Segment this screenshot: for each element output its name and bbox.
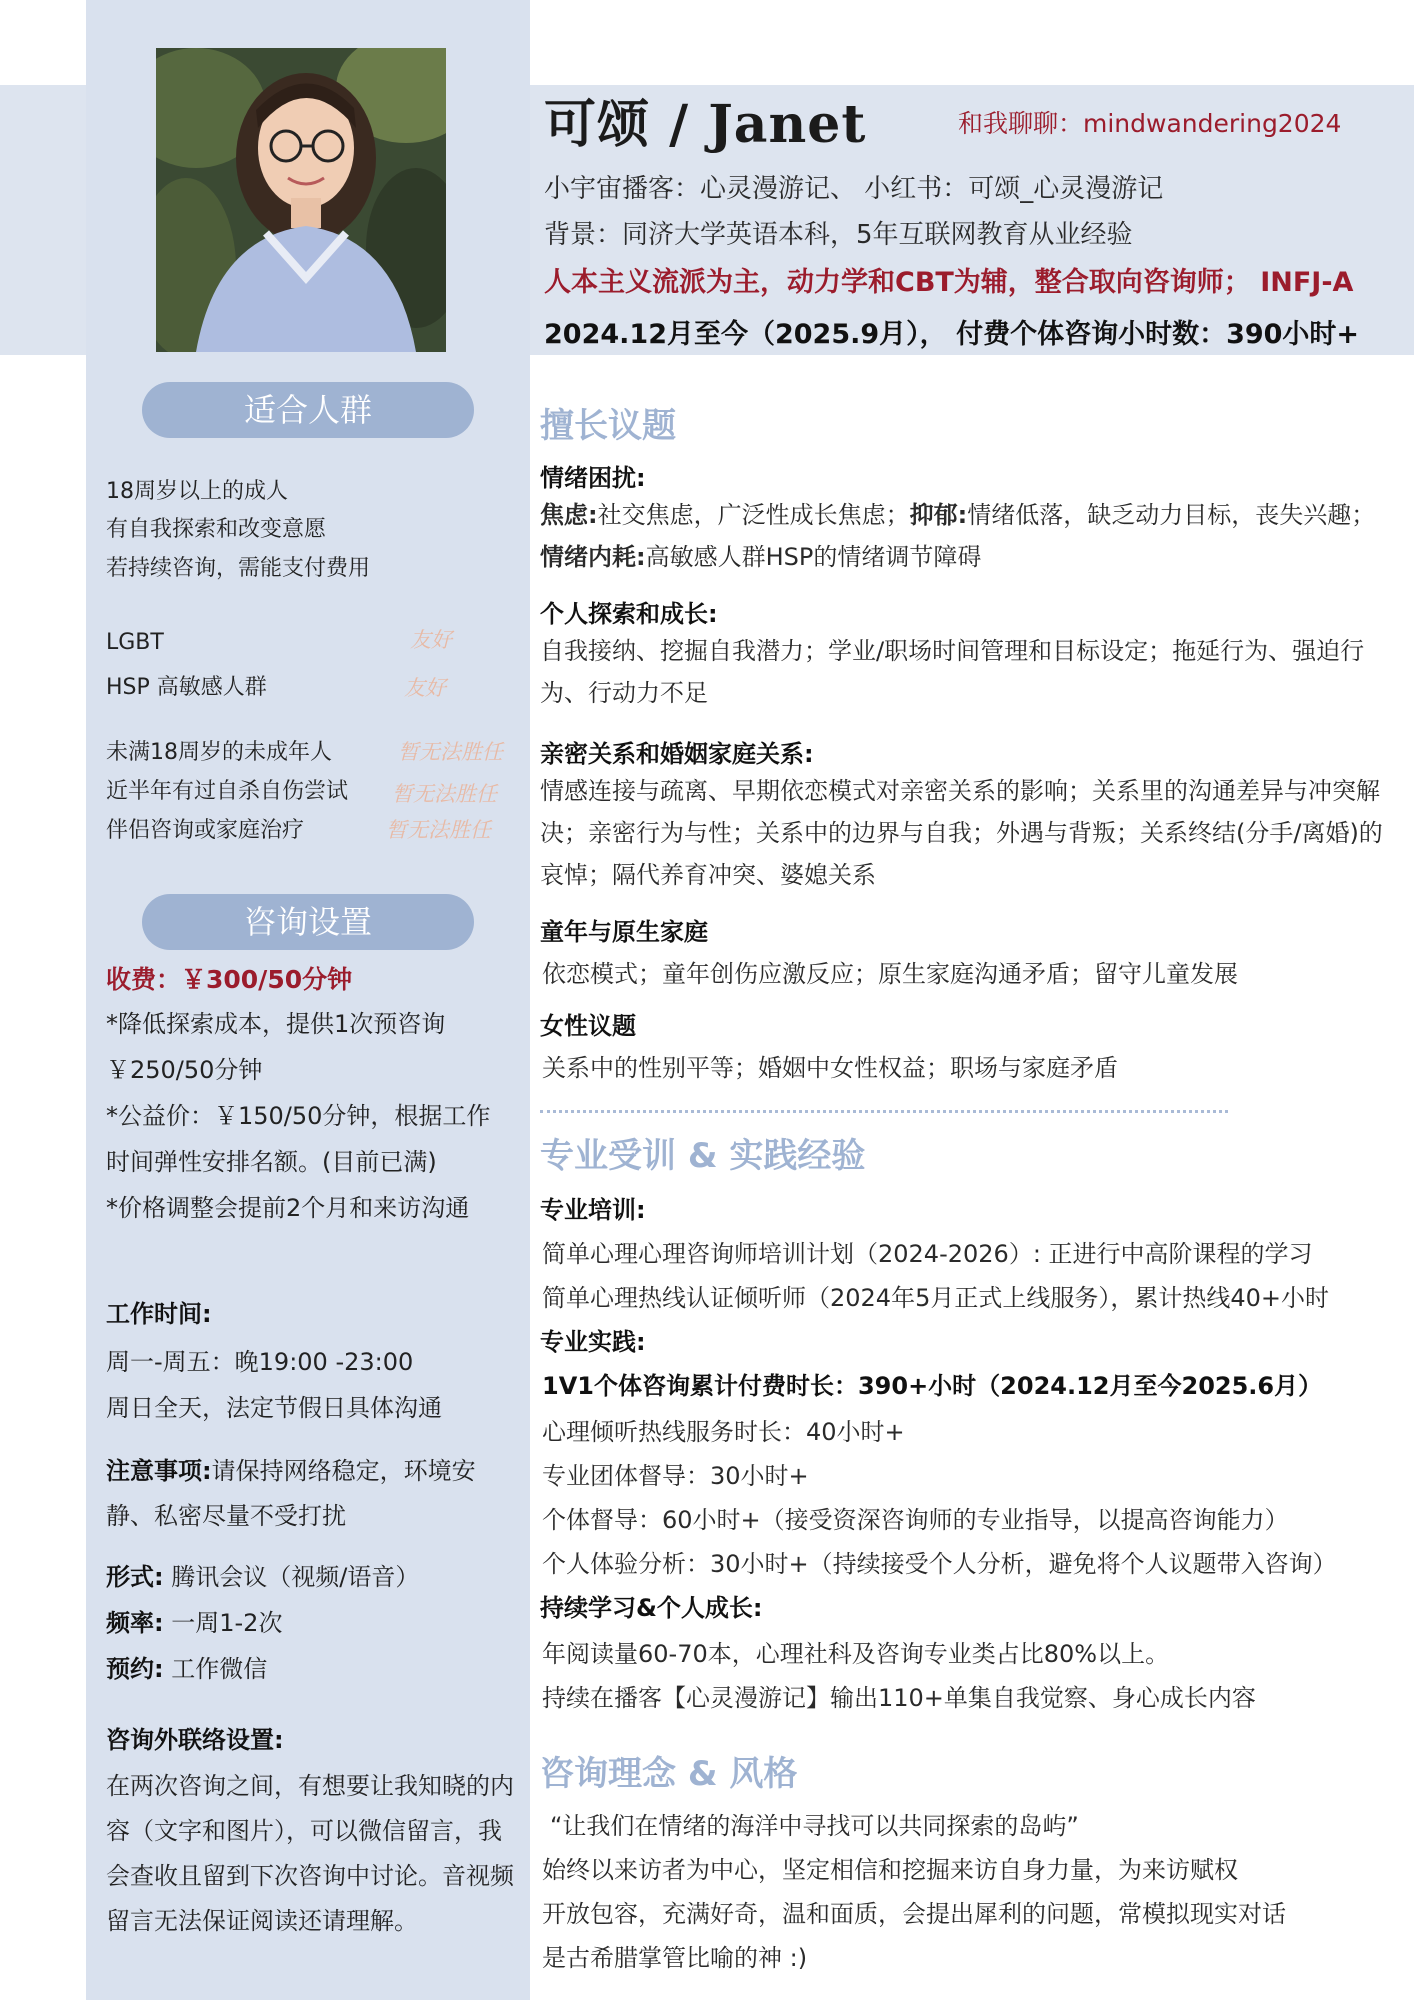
emotion-text [540,494,1390,578]
women-text: 关系中的性别平等；婚姻中女性权益；职场与家庭矛盾 [542,1054,1118,1082]
training-item: 简单心理热线认证倾听师（2024年5月正式上线服务），累计热线40+小时 [542,1284,1329,1312]
growth-heading: 个人探索和成长: [540,600,718,628]
learning-item: 持续在播客【心灵漫游记】输出110+单集自我觉察、身心成长内容 [542,1684,1256,1712]
philosophy-quote: “让我们在情绪的海洋中寻找可以共同探索的岛屿” [550,1812,1079,1840]
friendly-tag: 友好 [404,676,446,700]
inner-text: 高敏感人群HSP的情绪调节障碍 [645,543,982,571]
suitable-item: 18周岁以上的成人 [106,479,288,504]
section-divider [540,1110,1228,1113]
outside-text: 在两次咨询之间，有想要让我知晓的内容（文字和图片），可以微信留言，我会查收且留到下次咨询中讨论。音视频留言无法保证阅读还请理解。 [106,1772,514,1935]
practice-bold-line: 1V1个体咨询累计付费时长：390+小时（2024.12月至今2025.6月） [542,1372,1323,1400]
booking-label: 预约: [106,1655,164,1683]
work-time-label: 工作时间: [106,1300,212,1328]
anxiety-label: 焦虑: [540,501,598,529]
practice-heading: 专业实践: [540,1328,646,1356]
suitable-item: 有自我探索和改变意愿 [106,517,327,542]
fee-note: ￥250/50分钟 [106,1056,263,1084]
unable-label: 未满18周岁的未成年人 [106,740,332,765]
philosophy-line: 始终以来访者为中心，坚定相信和挖掘来访自身力量，为来访赋权 [542,1856,1238,1884]
unable-tag: 暂无法胜任 [386,818,491,842]
practice-item: 个人体验分析：30小时+（持续接受个人分析，避免将个人议题带入咨询） [542,1550,1337,1578]
philosophy-line: 是古希腊掌管比喻的神 :) [542,1944,808,1972]
learning-heading: 持续学习&个人成长: [540,1594,763,1622]
training-heading: 专业培训: [540,1196,646,1224]
fee-note: *价格调整会提前2个月和来访沟通 [106,1194,470,1222]
person-name: 可颂 / Janet [544,94,867,155]
topics-section-title: 擅长议题 [540,406,676,446]
suitable-item: 若持续咨询，需能支付费用 [106,556,371,581]
outside-label: 咨询外联络设置: [106,1726,284,1754]
childhood-heading: 童年与原生家庭 [540,918,708,946]
freq-value: 一周1-2次 [171,1609,283,1637]
training-section-title: 专业受训 & 实践经验 [540,1136,866,1176]
notes-text: 请保持网络稳定，环境安静、私密尽量不受打扰 [106,1457,476,1530]
childhood-text: 依恋模式；童年创伤应激反应；原生家庭沟通矛盾；留守儿童发展 [542,960,1238,988]
depression-label: 抑郁: [909,501,968,529]
women-heading: 女性议题 [540,1012,636,1040]
form-line [106,1555,516,1600]
header-line-background: 背景：同济大学英语本科，5年互联网教育从业经验 [544,220,1133,250]
depression-text: 情绪低落，缺乏动力目标，丧失兴趣； [967,501,1376,529]
unable-label: 伴侣咨询或家庭治疗 [106,818,305,843]
emotion-heading: 情绪困扰: [540,464,646,492]
practice-item: 专业团体督导：30小时+ [542,1462,809,1490]
fee-note: *降低探索成本，提供1次预咨询 [106,1010,446,1038]
booking-line [106,1647,516,1692]
suitable-title-pill: 适合人群 [142,382,474,438]
friendly-label: HSP 高敏感人群 [106,675,267,700]
unable-label: 近半年有过自杀自伤尝试 [106,779,349,804]
learning-item: 年阅读量60-70本，心理社科及咨询专业类占比80%以上。 [542,1640,1170,1668]
friendly-label: LGBT [106,630,164,655]
fee-note: 时间弹性安排名额。(目前已满) [106,1148,437,1176]
contact-info: 和我聊聊：mindwandering2024 [958,109,1342,138]
inner-label: 情绪内耗: [540,543,646,571]
freq-line [106,1601,516,1646]
form-label: 形式: [106,1563,164,1591]
anxiety-text: 社交焦虑，广泛性成长焦虑； [597,501,910,529]
philosophy-line: 开放包容，充满好奇，温和面质，会提出犀利的问题，常模拟现实对话 [542,1900,1286,1928]
header-line-platforms: 小宇宙播客：心灵漫游记、 小红书：可颂_心灵漫游记 [544,174,1164,204]
form-value: 腾讯会议（视频/语音） [171,1563,420,1591]
settings-title-pill: 咨询设置 [142,894,474,950]
unable-tag: 暂无法胜任 [392,782,497,806]
friendly-tag: 友好 [410,628,452,652]
header-line-hours: 2024.12月至今（2025.9月）， 付费个体咨询小时数：390小时+ [544,319,1360,350]
relation-text: 情感连接与疏离、早期依恋模式对亲密关系的影响；关系里的沟通差异与冲突解决；亲密行为与性；关系中的边界与自我；外遇与背叛；关系终结(分手/离婚)的哀悼；隔代养育冲突、婆媳关系 [540,777,1383,889]
booking-value: 工作微信 [171,1655,268,1683]
practice-item: 个体督导：60小时+（接受资深咨询师的专业指导，以提高咨询能力） [542,1506,1289,1534]
relation-heading: 亲密关系和婚姻家庭关系: [540,740,814,768]
notes-block [106,1449,516,1539]
unable-tag: 暂无法胜任 [398,740,503,764]
header-line-orientation: 人本主义流派为主，动力学和CBT为辅，整合取向咨询师； INFJ-A [544,267,1354,298]
profile-photo [156,48,446,352]
notes-label: 注意事项: [106,1457,212,1485]
training-item: 简单心理心理咨询师培训计划（2024-2026）: 正进行中高阶课程的学习 [542,1240,1313,1268]
philosophy-section-title: 咨询理念 & 风格 [540,1754,798,1794]
fee-line: 收费：￥300/50分钟 [106,965,353,994]
work-time-line: 周日全天，法定节假日具体沟通 [106,1394,442,1422]
practice-item: 心理倾听热线服务时长：40小时+ [542,1418,905,1446]
freq-label: 频率: [106,1609,164,1637]
work-time-line: 周一-周五：晚19:00 -23:00 [106,1348,414,1376]
growth-text: 自我接纳、挖掘自我潜力；学业/职场时间管理和目标设定；拖延行为、强迫行为、行动力不足 [540,637,1365,707]
fee-note: *公益价：￥150/50分钟，根据工作 [106,1102,491,1130]
